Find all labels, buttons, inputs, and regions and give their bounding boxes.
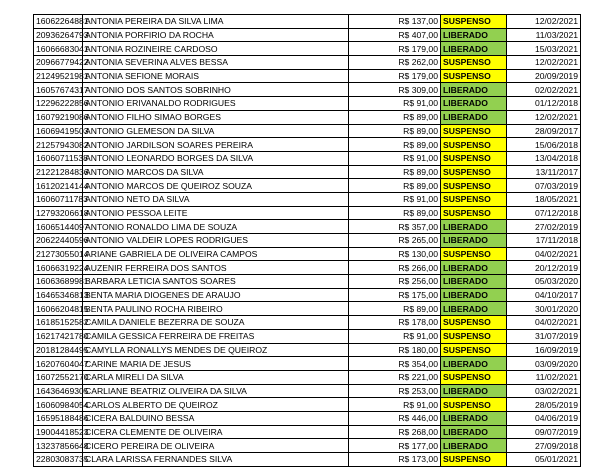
cell-date[interactable]: 07/12/2018 [507,206,581,220]
cell-value[interactable]: R$ 175,00 [349,288,441,302]
cell-date[interactable]: 30/01/2020 [507,302,581,316]
cell-value[interactable]: R$ 262,00 [349,56,441,70]
cell-id[interactable]: 16185152582 [34,316,83,330]
cell-id[interactable]: 21221284836 [34,165,83,179]
cell-id[interactable]: 16465346813 [34,288,83,302]
cell-name[interactable]: ANTONIO LEONARDO BORGES DA SILVA [83,151,349,165]
table-row [34,206,581,220]
table-row [34,384,581,398]
cell-name[interactable]: ANTONIO MARCOS DE QUEIROZ SOUZA [83,179,349,193]
cell-date[interactable]: 16/09/2019 [507,343,581,357]
cell-date[interactable]: 17/11/2018 [507,234,581,248]
table-row [34,343,581,357]
cell-status[interactable]: SUSPENSO [441,179,507,193]
cell-name[interactable]: AUZENIR FERREIRA DOS SANTOS [83,261,349,275]
cell-value[interactable]: R$ 89,00 [349,206,441,220]
cell-id[interactable]: 13237856648 [34,439,83,453]
cell-id[interactable]: 16066204815 [34,302,83,316]
cell-status[interactable]: LIBERADO [441,275,507,289]
cell-id[interactable]: 16069419503 [34,124,83,138]
table-row [34,288,581,302]
table-row [34,329,581,343]
beneficiary-table [33,14,581,467]
cell-name[interactable]: BENTA PAULINO ROCHA RIBEIRO [83,302,349,316]
table-row [34,425,581,439]
table-row [34,179,581,193]
table-row [34,28,581,42]
table-row [34,316,581,330]
cell-id[interactable]: 16065144097 [34,220,83,234]
table-row [34,357,581,371]
cell-id[interactable]: 16062264881 [34,15,83,29]
cell-name[interactable]: ANTONIO GLEMESON DA SILVA [83,124,349,138]
table-row [34,165,581,179]
table-row [34,234,581,248]
cell-status[interactable]: LIBERADO [441,302,507,316]
cell-name[interactable]: CICERA BALDUINO BESSA [83,411,349,425]
cell-id[interactable]: 21273055014 [34,247,83,261]
cell-value[interactable]: R$ 89,00 [349,179,441,193]
cell-id[interactable]: 16207604047 [34,357,83,371]
table-row [34,302,581,316]
cell-name[interactable]: BENTA MARIA DIOGENES DE ARAUJO [83,288,349,302]
cell-status[interactable]: SUSPENSO [441,453,507,467]
cell-name[interactable]: CAMILA GESSICA FERREIRA DE FREITAS [83,329,349,343]
cell-name[interactable]: CICERA CLEMENTE DE OLIVEIRA [83,425,349,439]
cell-id[interactable]: 19004418523 [34,425,83,439]
cell-value[interactable]: R$ 89,00 [349,165,441,179]
spreadsheet [33,14,580,467]
cell-name[interactable]: CARLOS ALBERTO DE QUEIROZ [83,398,349,412]
cell-value[interactable]: R$ 91,00 [349,398,441,412]
cell-value[interactable]: R$ 137,00 [349,15,441,29]
cell-id[interactable]: 21249521981 [34,69,83,83]
cell-date[interactable]: 15/03/2021 [507,42,581,56]
cell-name[interactable]: CAMILA DANIELE BEZERRA DE SOUZA [83,316,349,330]
cell-id[interactable]: 16436469305 [34,384,83,398]
cell-status[interactable]: SUSPENSO [441,69,507,83]
table-row [34,83,581,97]
cell-name[interactable]: ARIANE GABRIELA DE OLIVEIRA CAMPOS [83,247,349,261]
table-row [34,220,581,234]
table-row [34,138,581,152]
cell-id[interactable]: 12793206618 [34,206,83,220]
table-row [34,275,581,289]
cell-status[interactable]: SUSPENSO [441,247,507,261]
cell-name[interactable]: CARINE MARIA DE JESUS [83,357,349,371]
cell-value[interactable]: R$ 91,00 [349,192,441,206]
cell-id[interactable]: 22803083735 [34,453,83,467]
table-row [34,439,581,453]
cell-status[interactable]: SUSPENSO [441,15,507,29]
cell-value[interactable]: R$ 357,00 [349,220,441,234]
cell-id[interactable]: 16060984054 [34,398,83,412]
cell-id[interactable]: 20966779422 [34,56,83,70]
cell-date[interactable]: 04/06/2019 [507,411,581,425]
cell-value[interactable]: R$ 179,00 [349,42,441,56]
cell-date[interactable]: 04/02/2021 [507,316,581,330]
cell-name[interactable]: ANTONIO VALDEIR LOPES RODRIGUES [83,234,349,248]
table-row [34,453,581,467]
cell-id[interactable]: 21257943082 [34,138,83,152]
cell-status[interactable]: LIBERADO [441,220,507,234]
cell-name[interactable]: ANTONIA PEREIRA DA SILVA LIMA [83,15,349,29]
cell-date[interactable]: 28/09/2017 [507,124,581,138]
cell-status[interactable]: LIBERADO [441,357,507,371]
cell-id[interactable]: 20622440596 [34,234,83,248]
table-row [34,247,581,261]
cell-id[interactable]: 16066683041 [34,42,83,56]
cell-value[interactable]: R$ 89,00 [349,124,441,138]
cell-status[interactable]: SUSPENSO [441,329,507,343]
cell-date[interactable]: 09/07/2019 [507,425,581,439]
cell-status[interactable]: SUSPENSO [441,316,507,330]
cell-date[interactable]: 13/04/2018 [507,151,581,165]
cell-date[interactable]: 04/02/2021 [507,247,581,261]
cell-value[interactable]: R$ 268,00 [349,425,441,439]
cell-id[interactable]: 16079219086 [34,110,83,124]
cell-id[interactable]: 16057674317 [34,83,83,97]
cell-status[interactable]: LIBERADO [441,28,507,42]
cell-name[interactable]: ANTONIO RONALDO LIMA DE SOUZA [83,220,349,234]
cell-id[interactable]: 20181284495 [34,343,83,357]
cell-date[interactable]: 18/05/2021 [507,192,581,206]
cell-value[interactable]: R$ 177,00 [349,439,441,453]
cell-value[interactable]: R$ 179,00 [349,69,441,83]
cell-value[interactable]: R$ 407,00 [349,28,441,42]
cell-value[interactable]: R$ 221,00 [349,370,441,384]
cell-name[interactable]: ANTONIO PESSOA LEITE [83,206,349,220]
cell-name[interactable]: ANTONIA ROZINEIRE CARDOSO [83,42,349,56]
cell-date[interactable]: 15/06/2018 [507,138,581,152]
cell-value[interactable]: R$ 89,00 [349,302,441,316]
cell-date[interactable]: 20/12/2019 [507,261,581,275]
cell-status[interactable]: LIBERADO [441,42,507,56]
cell-date[interactable]: 27/02/2019 [507,220,581,234]
cell-status[interactable]: SUSPENSO [441,56,507,70]
cell-status[interactable]: LIBERADO [441,384,507,398]
table-row [34,56,581,70]
cell-value[interactable]: R$ 266,00 [349,261,441,275]
cell-id[interactable]: 16217421780 [34,329,83,343]
cell-name[interactable]: ANTONIO FILHO SIMAO BORGES [83,110,349,124]
cell-id[interactable]: 16060711538 [34,151,83,165]
cell-status[interactable]: SUSPENSO [441,192,507,206]
cell-status[interactable]: SUSPENSO [441,370,507,384]
cell-name[interactable]: ANTONIO ERIVANALDO RODRIGUES [83,97,349,111]
table-row [34,124,581,138]
cell-date[interactable]: 12/02/2021 [507,56,581,70]
cell-id[interactable]: 20936264793 [34,28,83,42]
cell-date[interactable]: 07/03/2019 [507,179,581,193]
cell-date[interactable]: 12/02/2021 [507,15,581,29]
cell-name[interactable]: CAMYLLA RONALLYS MENDES DE QUEIROZ [83,343,349,357]
cell-status[interactable]: LIBERADO [441,411,507,425]
cell-status[interactable]: SUSPENSO [441,138,507,152]
cell-id[interactable]: 16120214144 [34,179,83,193]
table-row [34,110,581,124]
cell-name[interactable]: ANTONIO JARDILSON SOARES PEREIRA [83,138,349,152]
cell-value[interactable]: R$ 446,00 [349,411,441,425]
table-row [34,370,581,384]
cell-name[interactable]: ANTONIA SEVERINA ALVES BESSA [83,56,349,70]
cell-status[interactable]: SUSPENSO [441,206,507,220]
table-row [34,15,581,29]
cell-status[interactable]: SUSPENSO [441,165,507,179]
cell-date[interactable]: 28/05/2019 [507,398,581,412]
table-row [34,261,581,275]
cell-status[interactable]: LIBERADO [441,439,507,453]
cell-value[interactable]: R$ 89,00 [349,138,441,152]
cell-status[interactable]: LIBERADO [441,110,507,124]
cell-date[interactable]: 01/12/2018 [507,97,581,111]
cell-id[interactable]: 16066319224 [34,261,83,275]
cell-date[interactable]: 04/10/2017 [507,288,581,302]
table-row [34,42,581,56]
cell-value[interactable]: R$ 91,00 [349,97,441,111]
cell-name[interactable]: ANTONIA SEFIONE MORAIS [83,69,349,83]
cell-status[interactable]: SUSPENSO [441,398,507,412]
table-row [34,69,581,83]
cell-date[interactable]: 03/09/2020 [507,357,581,371]
table-row [34,398,581,412]
cell-value[interactable]: R$ 89,00 [349,110,441,124]
cell-status[interactable]: SUSPENSO [441,343,507,357]
cell-id[interactable]: 16072552170 [34,370,83,384]
cell-id[interactable]: 16595188486 [34,411,83,425]
cell-date[interactable]: 05/01/2021 [507,453,581,467]
cell-date[interactable]: 13/11/2017 [507,165,581,179]
cell-status[interactable]: LIBERADO [441,288,507,302]
cell-id[interactable]: 16060711783 [34,192,83,206]
cell-date[interactable]: 11/02/2021 [507,370,581,384]
cell-date[interactable]: 11/03/2021 [507,28,581,42]
cell-date[interactable]: 27/09/2018 [507,439,581,453]
cell-value[interactable]: R$ 130,00 [349,247,441,261]
table-row [34,192,581,206]
cell-value[interactable]: R$ 180,00 [349,343,441,357]
cell-value[interactable]: R$ 91,00 [349,329,441,343]
cell-status[interactable]: SUSPENSO [441,124,507,138]
cell-name[interactable]: BARBARA LETICIA SANTOS SOARES [83,275,349,289]
cell-date[interactable]: 12/02/2021 [507,110,581,124]
cell-date[interactable]: 20/09/2019 [507,69,581,83]
cell-date[interactable]: 02/02/2021 [507,83,581,97]
cell-name[interactable]: CARLA MIRELI DA SILVA [83,370,349,384]
cell-status[interactable]: LIBERADO [441,83,507,97]
cell-value[interactable]: R$ 309,00 [349,83,441,97]
cell-value[interactable]: R$ 265,00 [349,234,441,248]
cell-name[interactable]: ANTONIO NETO DA SILVA [83,192,349,206]
cell-value[interactable]: R$ 178,00 [349,316,441,330]
cell-name[interactable]: CLARA LARISSA FERNANDES SILVA [83,453,349,467]
cell-name[interactable]: CARLIANE BEATRIZ OLIVEIRA DA SILVA [83,384,349,398]
cell-status[interactable]: LIBERADO [441,234,507,248]
cell-date[interactable]: 05/03/2020 [507,275,581,289]
cell-value[interactable]: R$ 253,00 [349,384,441,398]
cell-value[interactable]: R$ 91,00 [349,151,441,165]
table-row [34,151,581,165]
table-body [34,15,581,467]
cell-id[interactable]: 12296222856 [34,97,83,111]
table-row [34,411,581,425]
cell-status[interactable]: LIBERADO [441,261,507,275]
cell-name[interactable]: ANTONIO MARCOS DA SILVA [83,165,349,179]
cell-value[interactable]: R$ 256,00 [349,275,441,289]
cell-name[interactable]: ANTONIO DOS SANTOS SOBRINHO [83,83,349,97]
cell-value[interactable]: R$ 173,00 [349,453,441,467]
table-row [34,97,581,111]
cell-status[interactable]: SUSPENSO [441,151,507,165]
cell-name[interactable]: CICERO PEREIRA DE OLIVEIRA [83,439,349,453]
cell-value[interactable]: R$ 354,00 [349,357,441,371]
cell-date[interactable]: 03/02/2021 [507,384,581,398]
cell-name[interactable]: ANTONIA PORFIRIO DA ROCHA [83,28,349,42]
cell-status[interactable]: LIBERADO [441,425,507,439]
cell-date[interactable]: 31/07/2019 [507,329,581,343]
cell-id[interactable]: 16063689981 [34,275,83,289]
cell-status[interactable]: LIBERADO [441,97,507,111]
